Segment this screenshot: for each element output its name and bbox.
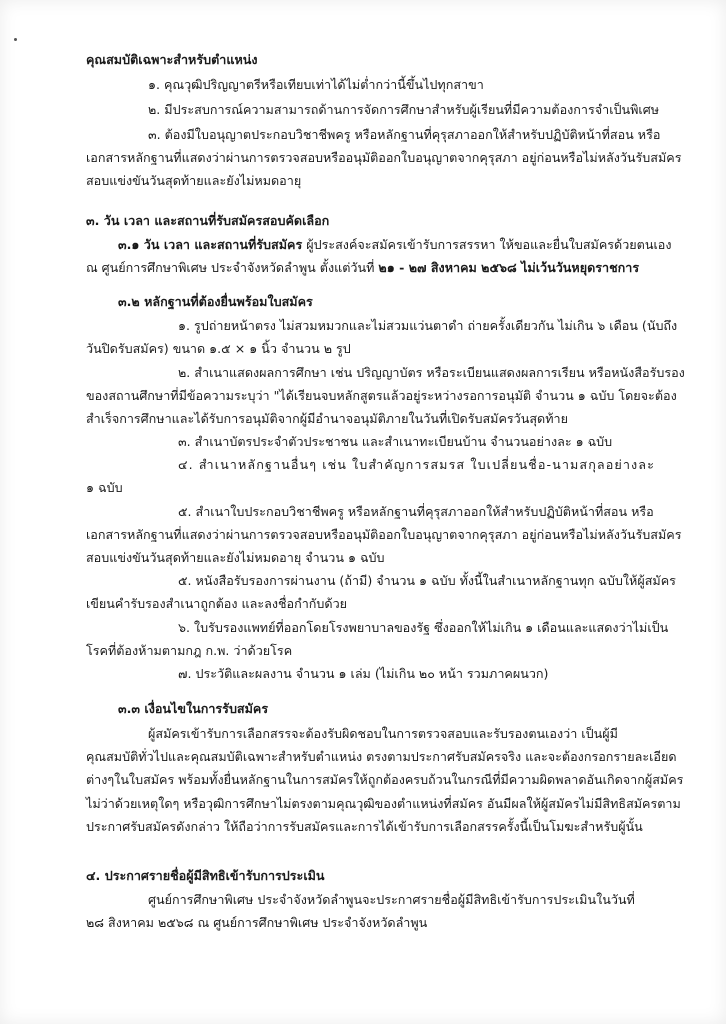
document-item-5-cont-1: เอกสารหลักฐานที่แสดงว่าผ่านการตรวจสอบหรืออนุมัติออกใบอนุญาตจากคุรุสภา อยู่ก่อนหรือไม่หลังวันรับสมัคร [86, 527, 682, 542]
qualification-item-2: ๒. มีประสบการณ์ความสามารถด้านการจัดการศึกษาสำหรับผู้เรียนที่มีความต้องการจำเป็นพิเศษ [148, 102, 660, 117]
section-3-3-heading: ๓.๓ เงื่อนไขในการรับสมัคร [118, 701, 269, 716]
conditions-line-2: คุณสมบัติทั่วไปและคุณสมบัติเฉพาะสำหรับตำแหน่ง ตรงตามประกาศรับสมัครจริง และจะต้องกรอกรายละเอียด [86, 749, 677, 764]
qualifications-heading: คุณสมบัติเฉพาะสำหรับตำแหน่ง [86, 52, 258, 67]
section-3-1-line-2 [86, 260, 639, 276]
document-item-2: ๒. สำเนาแสดงผลการศึกษา เช่น ปริญญาบัตร หรือระเบียนแสดงผลการเรียน หรือหนังสือรับรอง [178, 365, 685, 380]
document-item-6-cont: เขียนคำรับรองสำเนาถูกต้อง และลงชื่อกำกับด้วย [86, 596, 348, 611]
section-4-line-2: ๒๘ สิงหาคม ๒๕๖๘ ณ ศูนย์การศึกษาพิเศษ ประจำจังหวัดลำพูน [86, 915, 428, 930]
section-3-heading: ๓. วัน เวลา และสถานที่รับสมัครสอบคัดเลือก [86, 213, 330, 228]
document-item-7-cont: โรคที่ต้องห้ามตามกฎ ก.พ. ว่าด้วยโรค [86, 643, 293, 658]
document-item-6: ๕. หนังสือรับรองการผ่านงาน (ถ้ามี) จำนวน ๑ ฉบับ ทั้งนี้ในสำเนาหลักฐานทุก ฉบับให้ผู้สมัคร [178, 573, 676, 588]
document-item-7: ๖. ใบรับรองแพทย์ที่ออกโดยโรงพยาบาลของรัฐ ซึ่งออกให้ไม่เกิน ๑ เดือนและแสดงว่าไม่เป็น [178, 620, 669, 635]
document-item-2-cont-1: ของสถานศึกษาที่มีข้อความระบุว่า "ได้เรียนจบหลักสูตรแล้วอยู่ระหว่างรอการอนุมัติ จำนวน ๑ ฉบับ โดยจะต้อง [86, 388, 677, 403]
qualification-item-3-cont-2: สอบแข่งขันวันสุดท้ายและยังไม่หมดอายุ [86, 173, 302, 188]
qualification-item-3-cont-1: เอกสารหลักฐานที่แสดงว่าผ่านการตรวจสอบหรืออนุมัติออกใบอนุญาตจากคุรุสภา อยู่ก่อนหรือไม่หลังวันรับสมัคร [86, 150, 682, 165]
qualification-item-1: ๑. คุณวุฒิปริญญาตรีหรือเทียบเท่าได้ไม่ต่ำกว่านี้ขึ้นไปทุกสาขา [148, 77, 484, 92]
document-item-5: ๕. สำเนาใบประกอบวิชาชีพครู หรือหลักฐานที่คุรุสภาออกให้สำหรับปฏิบัติหน้าที่สอน หรือ [178, 504, 654, 519]
document-item-8: ๗. ประวัติและผลงาน จำนวน ๑ เล่ม (ไม่เกิน ๒๐ หน้า รวมภาคผนวก) [178, 666, 549, 681]
document-item-5-cont-2: สอบแข่งขันวันสุดท้ายและยังไม่หมดอายุ จำนวน ๑ ฉบับ [86, 550, 385, 565]
section-4-heading: ๔. ประกาศรายชื่อผู้มีสิทธิเข้ารับการประเมิน [86, 868, 325, 883]
section-3-1-line-1 [118, 237, 671, 253]
section-3-2-heading: ๓.๒ หลักฐานที่ต้องยื่นพร้อมใบสมัคร [118, 294, 313, 309]
qualification-item-3: ๓. ต้องมีใบอนุญาตประกอบวิชาชีพครู หรือหลักฐานที่คุรุสภาออกให้สำหรับปฏิบัติหน้าที่สอน หรือ [148, 127, 661, 142]
document-item-1: ๑. รูปถ่ายหน้าตรง ไม่สวมหมวกและไม่สวมแว่นตาดำ ถ่ายครั้งเดียวกัน ไม่เกิน ๖ เดือน (นับถึง [178, 318, 678, 333]
document-item-1-cont: วันปิดรับสมัคร) ขนาด ๑.๕ × ๑ นิ้ว จำนวน ๒ รูป [86, 341, 351, 356]
document-item-3: ๓. สำเนาบัตรประจำตัวประชาชน และสำเนาทะเบียนบ้าน จำนวนอย่างละ ๑ ฉบับ [178, 434, 613, 449]
scan-dot [14, 38, 17, 41]
document-item-4: ๔. สำเนาหลักฐานอื่นๆ เช่น ใบสำคัญการสมรส ใบเปลี่ยนชื่อ-นามสกุลอย่างละ [178, 457, 655, 472]
conditions-line-1: ผู้สมัครเข้ารับการเลือกสรรจะต้องรับผิดชอบในการตรวจสอบและรับรองตนเองว่า เป็นผู้มี [148, 726, 618, 741]
conditions-line-4: ไม่ว่าด้วยเหตุใดๆ หรือวุฒิการศึกษาไม่ตรงตามคุณวุฒิของตำแหน่งที่สมัคร อันมีผลให้ผู้สมัครไม่มีสิทธิสมัครตาม [86, 796, 681, 811]
section-3-1-location: ณ ศูนย์การศึกษาพิเศษ ประจำจังหวัดลำพูน ตั้งแต่วันที่ [86, 260, 379, 275]
document-item-2-cont-2: สำเร็จการศึกษาและได้รับการอนุมัติจากผู้มีอำนาจอนุมัติภายในวันที่เปิดรับสมัครวันสุดท้าย [86, 411, 568, 426]
section-4-line-1: ศูนย์การศึกษาพิเศษ ประจำจังหวัดลำพูนจะประกาศรายชื่อผู้มีสิทธิเข้ารับการประเมินในวันที่ [148, 892, 635, 907]
conditions-line-3: ต่างๆในใบสมัคร พร้อมทั้งยื่นหลักฐานในการสมัครให้ถูกต้องครบถ้วนในกรณีที่มีความผิดพลาดอันเกิดจากผู้สมัคร [86, 772, 684, 787]
section-3-1-text: ผู้ประสงค์จะสมัครเข้ารับการสรรหา ให้ขอและยื่นใบสมัครด้วยตนเอง [302, 237, 672, 252]
section-3-1-label: ๓.๑ วัน เวลา และสถานที่รับสมัคร [118, 237, 303, 252]
conditions-line-5: ประกาศรับสมัครดังกล่าว ให้ถือว่าการรับสมัครและการได้เข้ารับการเลือกสรรครั้งนี้เป็นโมฆะสำหรับผู้นั้น [86, 819, 643, 834]
section-3-1-dates: ๒๑ - ๒๗ สิงหาคม ๒๕๖๘ ไม่เว้นวันหยุดราชการ [378, 260, 640, 275]
document-item-4-cont: ๑ ฉบับ [86, 480, 123, 495]
